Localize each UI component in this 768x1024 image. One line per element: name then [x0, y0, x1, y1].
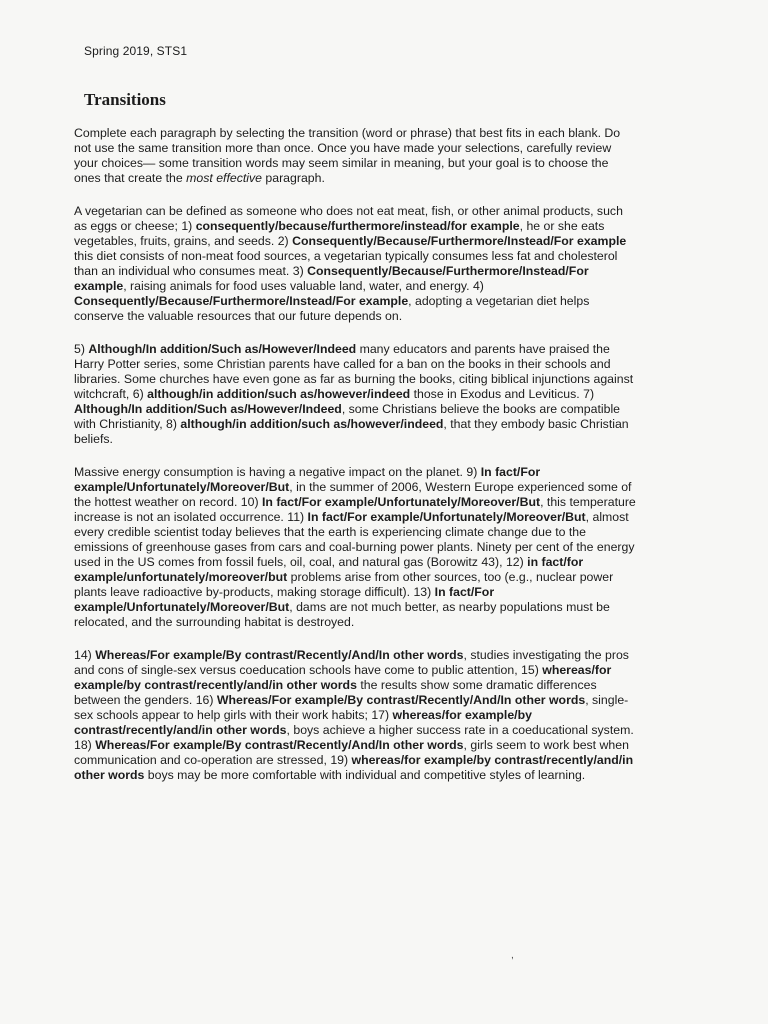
transition-options: Consequently/Because/Furthermore/Instead/For example [74, 264, 589, 293]
transition-options: consequently/because/furthermore/instead/for example [195, 219, 520, 233]
instructions-paragraph [74, 126, 636, 186]
paragraph-text: those in Exodus and Leviticus. 7) [410, 387, 595, 401]
paragraph-text: 14) [74, 648, 96, 662]
paragraph-text: A vegetarian can be defined as someone who does not eat meat, fish, or other animal products, such as eggs or cheese; 1) [74, 204, 623, 233]
paragraph-text: many educators and parents have praised the Harry Potter series, some Christian parents have called for a ban on the books in their schools and libraries. Some churches have even gone as far as burning the books, citing biblical injunctions against witchcraft, 6) [74, 342, 634, 401]
stray-pen-mark: , [511, 950, 514, 961]
paragraph-text: 5) [74, 342, 89, 356]
paragraph-text: , raising animals for food uses valuable land, water, and energy. 4) [123, 279, 484, 293]
transition-options: Whereas/For example/By contrast/Recently/And/In other words [216, 693, 586, 707]
paragraph-text: , studies investigating the pros and cons of single-sex versus coeducation schools have come to public attention, 15) [74, 648, 629, 677]
paragraph-text: this diet consists of non-meat food sources, a vegetarian typically consumes less fat and cholesterol than an individual who consumes meat. 3) [74, 249, 618, 278]
transition-options: In fact/For example/Unfortunately/Moreover/But [261, 495, 541, 509]
transition-options: Whereas/For example/By contrast/Recently/And/In other words [95, 648, 464, 662]
transition-options: whereas/for example/by contrast/recently/and/in other words [74, 708, 532, 737]
paragraph-text: Massive energy consumption is having a negative impact on the planet. 9) [74, 465, 481, 479]
transition-options: whereas/for example/by contrast/recently/and/in other words [74, 753, 634, 782]
harry-potter-paragraph [74, 342, 636, 447]
paragraph-text: , some Christians believe the books are compatible with Christianity, 8) [74, 402, 621, 431]
transition-options: In fact/For example/Unfortunately/Moreover/But [74, 585, 495, 614]
paragraph-text: , boys achieve a higher success rate in a coeducational system. 18) [74, 723, 634, 752]
transition-options: In fact/For example/Unfortunately/Moreover/But [307, 510, 586, 524]
transition-options: Whereas/For example/By contrast/Recently/And/In other words [95, 738, 464, 752]
transition-options: whereas/for example/by contrast/recently/and/in other words [74, 663, 612, 692]
paragraph-text: , this temperature increase is not an isolated occurrence. 11) [74, 495, 636, 524]
transition-options: Although/In addition/Such as/However/Indeed [74, 402, 342, 416]
paragraph-text: paragraph. [261, 171, 325, 185]
transition-options: although/in addition/such as/however/indeed [147, 387, 411, 401]
transition-options: Consequently/Because/Furthermore/Instead/For example [74, 294, 409, 308]
paragraph-text: , almost every credible scientist today believes that the earth is experiencing climate change due to the emissions of greenhouse gases from cars and coal-burning power plants. Ninety per cent of the energy used in the US comes from fossil fuels, oil, coal, and natural gas (Borowitz 43), 12) [74, 510, 635, 569]
paragraph-text: boys may be more comfortable with individual and competitive styles of learning. [144, 768, 586, 782]
transition-options: although/in addition/such as/however/indeed [180, 417, 444, 431]
paragraph-text: , girls seem to work best when communication and co-operation are stressed, 19) [74, 738, 629, 767]
paragraph-text: the results show some dramatic differences between the genders. 16) [74, 678, 597, 707]
document-body [74, 126, 636, 801]
vegetarian-paragraph [74, 204, 636, 324]
page-title: Transitions [84, 90, 166, 109]
paragraph-text: , single-sex schools appear to help girls with their work habits; 17) [74, 693, 629, 722]
transition-options: in fact/for example/unfortunately/moreover/but [74, 555, 584, 584]
paragraph-text: Complete each paragraph by selecting the transition (word or phrase) that best fits in each blank. Do not use the same transition more than once. Once you have made your selections, carefully review your choices— some transition words may seem similar in meaning, but your goal is to choose the ones that create the [74, 126, 621, 185]
paragraph-text: , he or she eats vegetables, fruits, grains, and seeds. 2) [74, 219, 605, 248]
paragraph-text: , in the summer of 2006, Western Europe experienced some of the hottest weather on record. 10) [74, 480, 632, 509]
energy-paragraph [74, 465, 636, 630]
emphasis-text: most effective [186, 171, 262, 185]
single-sex-schools-paragraph [74, 648, 636, 783]
transition-options: Consequently/Because/Furthermore/Instead/For example [292, 234, 627, 248]
paragraph-text: problems arise from other sources, too (e.g., nuclear power plants leave radioactive by-products, making storage difficult). 13) [74, 570, 614, 599]
transition-options: In fact/For example/Unfortunately/Moreover/But [74, 465, 541, 494]
paragraph-text: , adopting a vegetarian diet helps conserve the valuable resources that our future depends on. [74, 294, 590, 323]
paragraph-text: , dams are not much better, as nearby populations must be relocated, and the surrounding habitat is destroyed. [74, 600, 610, 629]
paragraph-text: , that they embody basic Christian beliefs. [74, 417, 629, 446]
transition-options: Although/In addition/Such as/However/Indeed [88, 342, 357, 356]
page-header: Spring 2019, STS1 [84, 44, 188, 58]
